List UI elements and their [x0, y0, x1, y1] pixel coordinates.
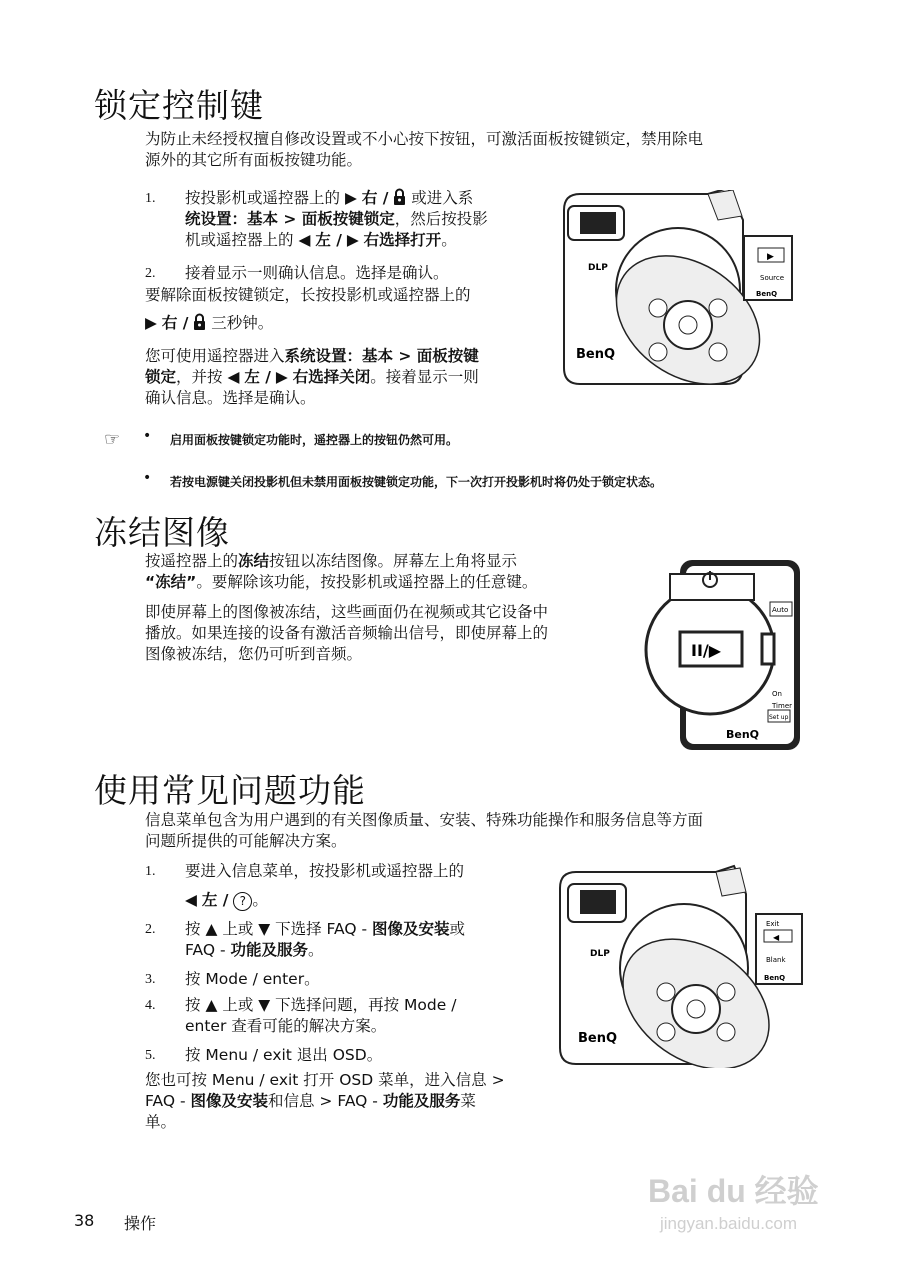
on-label: On	[772, 690, 782, 698]
note-2: 若按电源键关闭投影机但未禁用面板按键锁定功能，下一次打开投影机时将仍处于锁定状态。	[170, 475, 663, 489]
left-arrow-icon: ◀	[185, 891, 197, 909]
down-arrow-icon: ▼	[258, 920, 271, 938]
projector-illustration-lock	[558, 190, 798, 388]
faq-tail: 您也可按 Menu / exit 打开 OSD 菜单，进入信息 > FAQ - 图像及安装和信息 > FAQ - 功能及服务菜 单。	[145, 1071, 505, 1131]
note-1: 启用面板按键锁定功能时，遥控器上的按钮仍然可用。	[170, 433, 459, 447]
faq-step-1: 要进入信息菜单，按投影机或遥控器上的 ◀ 左 / ? 。	[185, 862, 465, 909]
baidu-watermark-logo: Bai du 经验	[648, 1173, 819, 1209]
source-label: Source	[760, 274, 785, 282]
bullet: •	[143, 470, 152, 486]
section-title-freeze: 冻结图像	[94, 513, 230, 552]
help-circle-icon: ?	[233, 892, 252, 911]
auto-label: Auto	[772, 606, 789, 614]
up-arrow-icon: ▲	[205, 920, 218, 938]
right-arrow-icon: ▶	[344, 189, 357, 207]
freeze-paragraph-2: 即使屏幕上的图像被冻结，这些画面仍在视频或其它设备中 播放。如果连接的设备有激活音频输出信号，即使屏幕上的 图像被冻结，您仍可听到音频。	[145, 603, 549, 663]
hand-note-icon: ☞	[104, 429, 121, 450]
footer-section-name: 操作	[124, 1214, 157, 1233]
left-arrow-icon: ◀	[227, 368, 240, 386]
down-arrow-icon: ▼	[258, 996, 271, 1014]
brand-logo: BenQ	[726, 728, 760, 741]
lock-icon	[393, 188, 406, 206]
faq-step-3: 按 Mode / enter。	[185, 970, 320, 988]
blank-label: Blank	[766, 956, 786, 964]
lock-step-2: 接着显示一则确认信息。选择是确认。	[185, 264, 449, 282]
left-arrow-icon: ◀	[773, 933, 780, 942]
left-arrow-icon: ◀	[298, 231, 311, 249]
dlp-logo: DLP	[590, 949, 610, 959]
projector-illustration-faq	[556, 864, 806, 1068]
right-arrow-icon: ▶	[346, 231, 359, 249]
dlp-logo: DLP	[588, 263, 608, 273]
brand-logo-small: BenQ	[756, 290, 778, 298]
step-number: 3.	[145, 972, 156, 987]
section-title-lock-keys: 锁定控制键	[94, 86, 264, 125]
lock-step-1: 按投影机或遥控器上的 ▶ 右 / 或进入系 统设置：基本 > 面板按键锁定，然后按投影 机或遥控器上的 ◀ 左 / ▶ 右选择打开。	[185, 189, 488, 249]
brand-logo: BenQ	[578, 1031, 618, 1046]
faq-intro: 信息菜单包含为用户遇到的有关图像质量、安装、特殊功能操作和服务信息等方面 问题所提供的可能解决方案。	[145, 811, 704, 850]
remote-illustration-freeze	[644, 558, 802, 752]
right-arrow-icon: ▶	[275, 368, 288, 386]
setup-label: Set up	[769, 714, 789, 721]
freeze-button-glyph: II/▶	[691, 641, 722, 660]
step-number: 1.	[145, 864, 156, 879]
baidu-watermark-url: jingyan.baidu.com	[660, 1214, 798, 1233]
freeze-paragraph-1: 按遥控器上的冻结按钮以冻结图像。屏幕左上角将显示 “冻结”。要解除该功能，按投影机或遥控器上的任意键。	[145, 552, 538, 591]
right-arrow-icon: ▶	[145, 314, 157, 332]
brand-logo: BenQ	[576, 347, 616, 362]
step-number: 2.	[145, 266, 156, 281]
step-number: 2.	[145, 922, 156, 937]
step-number: 5.	[145, 1048, 156, 1063]
faq-step-5: 按 Menu / exit 退出 OSD。	[185, 1046, 383, 1064]
lock-intro: 为防止未经授权擅自修改设置或不小心按下按钮，可激活面板按键锁定，禁用除电 源外的其它所有面板按键功能。	[145, 130, 704, 169]
faq-step-2: 按 ▲ 上或 ▼ 下选择 FAQ - 图像及安装或 FAQ - 功能及服务。	[185, 920, 466, 959]
lock-icon	[193, 313, 206, 331]
step-number: 4.	[145, 998, 156, 1013]
unlock-instructions: 要解除面板按键锁定，长按投影机或遥控器上的 ▶ 右 / 三秒钟。	[145, 286, 471, 332]
remote-lock-instructions: 您可使用遥控器进入系统设置：基本 > 面板按键 锁定，并按 ◀ 左 / ▶ 右选择关闭。接着显示一则 确认信息。选择是确认。	[145, 347, 479, 407]
section-title-faq: 使用常见问题功能	[94, 771, 366, 810]
page-number: 38	[74, 1211, 95, 1230]
exit-label: Exit	[766, 920, 780, 928]
bullet: •	[143, 428, 152, 444]
timer-label: Timer	[772, 702, 793, 710]
faq-step-4: 按 ▲ 上或 ▼ 下选择问题，再按 Mode / enter 查看可能的解决方案。	[185, 996, 457, 1035]
brand-logo-small: BenQ	[764, 974, 786, 982]
right-arrow-icon: ▶	[767, 252, 774, 262]
up-arrow-icon: ▲	[205, 996, 218, 1014]
step-number: 1.	[145, 191, 156, 206]
